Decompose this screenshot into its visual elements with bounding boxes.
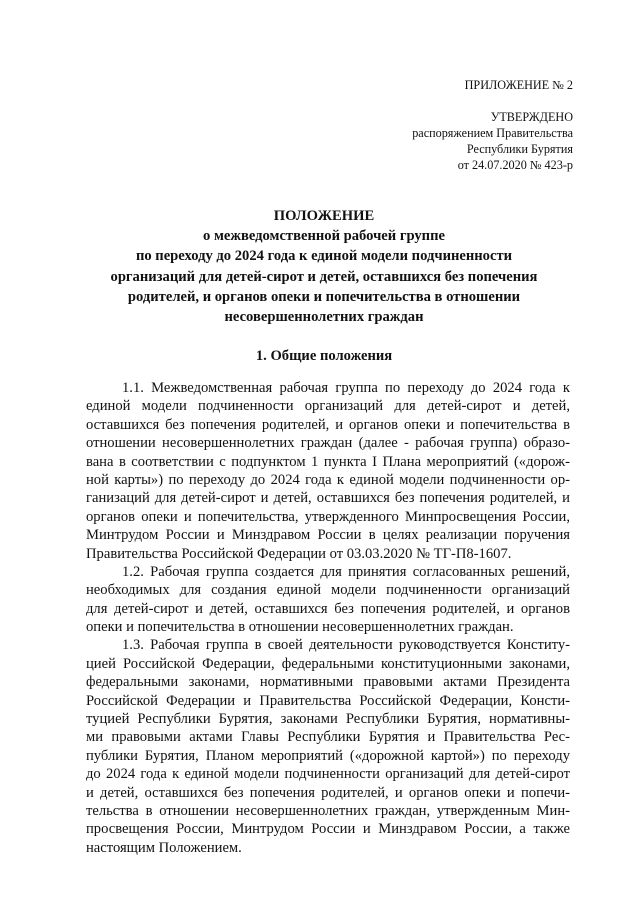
- paragraph-line: туцией Республики Бурятия, законами Республики Бурятия, нормативны-: [86, 711, 570, 728]
- paragraph-line: до 2024 года к единой модели подчиненности организаций для детей-сирот: [86, 766, 570, 783]
- title-line: о межведомственной рабочей группе: [203, 228, 445, 245]
- paragraph-line: настоящим Положением.: [86, 839, 242, 856]
- paragraph-line: опеки и попечительства в отношении несовершеннолетних граждан.: [86, 619, 514, 636]
- title-line: по переходу до 2024 года к единой модели подчиненности: [135, 248, 513, 265]
- paragraph-line: 1.2. Рабочая группа создается для принятия согласованных решений,: [122, 563, 570, 580]
- paragraph-line: просвещения России, Минтрудом России и Минздравом России, а также: [86, 821, 570, 838]
- paragraph-line: для детей-сирот и детей, оставшихся без попечения родителей, и органов: [86, 600, 570, 617]
- paragraph-line: Российской Федерации и Правительства Российской Федерации, Консти-: [86, 692, 570, 709]
- paragraph-line: цией Российской Федерации, федеральными конституционными законами,: [86, 655, 570, 672]
- paragraph-line: оставшихся без попечения родителей, и органов опеки и попечительства в: [86, 416, 570, 433]
- paragraph-line: органов опеки и попечительства, утвержденного Минпросвещения России,: [86, 508, 570, 525]
- section-heading: 1. Общие положения: [255, 348, 393, 364]
- paragraph-line: ганизаций для детей-сирот и детей, оставшихся без попечения родителей, и: [86, 490, 570, 507]
- paragraph-1: [86, 379, 570, 563]
- paragraph-3: [86, 636, 570, 857]
- paragraph-line: ной карты») по переходу до 2024 года к единой модели подчиненности ор-: [86, 471, 570, 488]
- title-line: несовершеннолетних граждан: [224, 309, 424, 326]
- approval-stamp: [412, 109, 573, 173]
- approved-line: распоряжением Правительства: [412, 126, 573, 140]
- paragraph-line: 1.1. Межведомственная рабочая группа по переходу до 2024 года к: [122, 380, 570, 396]
- annex-number: ПРИЛОЖЕНИЕ № 2: [464, 78, 573, 92]
- paragraph-line: отношении несовершеннолетних граждан (далее - рабочая группа) образо-: [86, 435, 570, 452]
- paragraph-2: [86, 563, 570, 637]
- approved-line: Республики Бурятия: [466, 142, 573, 156]
- paragraph-line: ми правовыми актами Главы Республики Бурятия и Правительства Рес-: [86, 729, 570, 746]
- paragraph-line: вана в соответствии с подпунктом 1 пункта I Плана мероприятий («дорож-: [86, 453, 570, 470]
- title-line: ПОЛОЖЕНИЕ: [273, 208, 375, 224]
- paragraph-line: публики Бурятия, Планом мероприятий («дорожной картой») по переходу: [86, 747, 570, 764]
- paragraph-line: Правительства Российской Федерации от 03.03.2020 № ТГ-П8-1607.: [86, 545, 512, 562]
- paragraph-line: Минтрудом России и Минздравом России в целях реализации поручения: [86, 527, 570, 544]
- paragraph-line: необходимых для создания единой модели подчиненности организаций: [86, 582, 570, 599]
- paragraph-line: и детей, оставшихся без попечения родителей, и органов опеки и попечи-: [86, 784, 570, 801]
- paragraph-line: 1.3. Рабочая группа в своей деятельности руководствуется Конститу-: [122, 637, 570, 654]
- paragraph-line: федеральными законами, нормативными правовыми актами Президента: [86, 674, 570, 691]
- paragraph-line: тельства в отношении несовершеннолетних граждан, утвержденным Мин-: [86, 802, 570, 819]
- approved-line: УТВЕРЖДЕНО: [490, 110, 573, 124]
- paragraph-line: единой модели подчиненности организаций для детей-сирот и детей,: [86, 398, 570, 415]
- approved-line: от 24.07.2020 № 423-р: [457, 158, 573, 172]
- annex-label: [465, 77, 573, 93]
- body-text: [86, 379, 570, 857]
- document-title: [60, 206, 588, 327]
- title-line: родителей, и органов опеки и попечительства в отношении: [127, 288, 521, 305]
- title-line: организаций для детей-сирот и детей, оставшихся без попечения: [110, 268, 538, 285]
